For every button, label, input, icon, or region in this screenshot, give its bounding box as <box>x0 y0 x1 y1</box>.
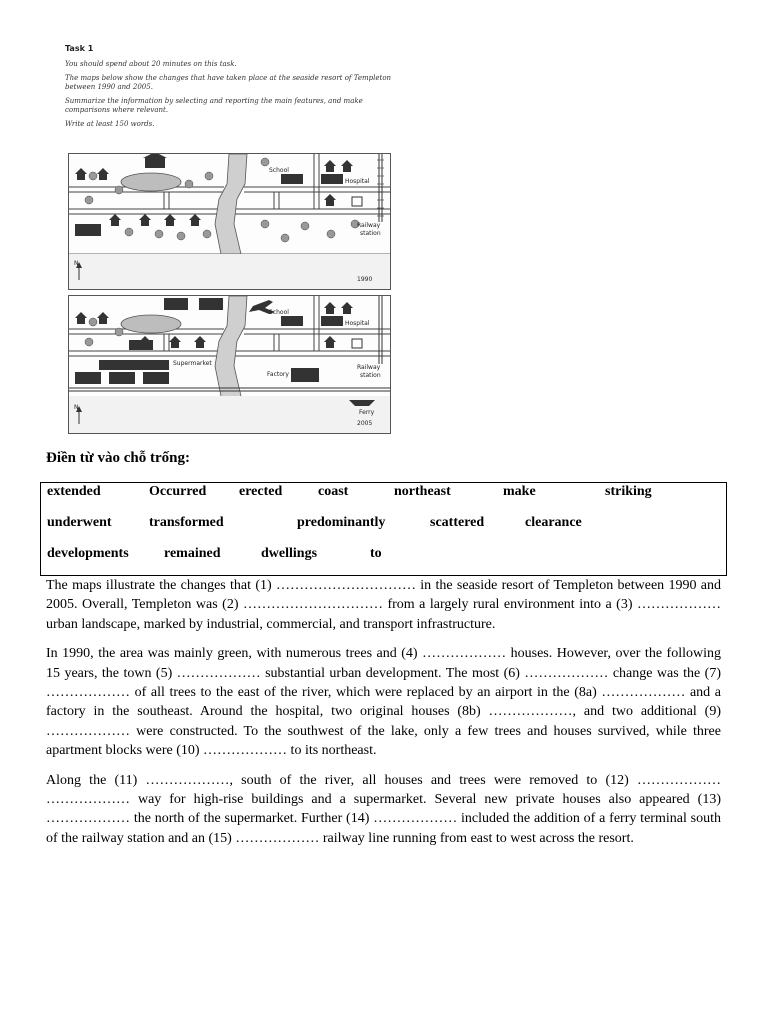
map-2005-station-label: station <box>360 372 381 379</box>
map-2005-factory-label: Factory <box>267 371 289 378</box>
task-word-count: Write at least 150 words. <box>65 120 155 128</box>
map-2005-year: 2005 <box>357 420 373 427</box>
map-1990-school-label: School <box>269 167 289 174</box>
passage-paragraph-3: Along the (11) ………………, south of the river, all houses and trees were removed to (12) ……………… ……………… way for high-rise buildings and a supermarket. Several new private houses also appeared (13) ……………… the north of the supermarket. Further (14) ……………… included the addition of a ferry terminal south of the railway station and an (15) ……………… railway line running from east to west across the resort. <box>46 772 721 846</box>
task-card <box>65 44 392 144</box>
word-bank-item: clearance <box>525 515 582 530</box>
map-1990-year: 1990 <box>357 276 373 283</box>
task-heading: Task 1 <box>65 44 94 53</box>
passage <box>46 576 721 858</box>
task-instruction: The maps below show the changes that have taken place at the seaside resort of Templeton between 1990 and 2005. <box>65 74 392 91</box>
word-bank-item: scattered <box>430 515 485 530</box>
word-bank-item: Occurred <box>149 484 207 499</box>
map-1990-railway-label: Railway <box>357 222 381 229</box>
word-bank-item: dwellings <box>261 546 318 561</box>
task-time-note: You should spend about 20 minutes on this task. <box>65 60 237 68</box>
task-summary-instruction: Summarize the information by selecting and reporting the main features, and make comparisons where relevant. <box>65 97 363 114</box>
word-bank <box>40 482 727 576</box>
passage-paragraph-2: In 1990, the area was mainly green, with numerous trees and (4) ……………… houses. However, over the following 15 years, the town (5) ……………… substantial urban development. The most (6) ……………… change was the (7) ……………… of all trees to the east of the river, which were replaced by an airport in the (8a) ……………… and a factory in the southeast. Around the hospital, two original houses (8b) ………………, and two additional (9) ……………… were constructed. To the southwest of the lake, only a few trees and houses survived, while three apartment blocks were (10) ……………… to its northeast. <box>46 646 721 759</box>
word-bank-item: transformed <box>149 515 224 530</box>
word-bank-item: striking <box>605 484 652 499</box>
map-1990-drawing <box>69 154 390 289</box>
map-2005-supermarket-label: Supermarket <box>173 360 212 367</box>
map-2005-drawing <box>69 296 390 433</box>
word-bank-item: extended <box>47 484 101 499</box>
word-bank-item: remained <box>164 546 221 561</box>
map-1990 <box>68 153 391 290</box>
word-bank-item: coast <box>318 484 349 499</box>
map-2005-school-label: School <box>269 309 289 316</box>
map-2005-ferry-label: Ferry <box>359 409 375 416</box>
map-2005-hospital-label: Hospital <box>345 320 370 327</box>
word-bank-item: to <box>370 546 382 561</box>
passage-paragraph-1: The maps illustrate the changes that (1) ………………………… in the seaside resort of Templeton between 1990 and 2005. Overall, Templeton was (2) ………………………… from a largely rural environment into a (3) ……………… urban landscape, marked by industrial, commercial, and transport infrastructure. <box>46 578 721 632</box>
word-bank-item: developments <box>47 546 129 561</box>
map-1990-hospital-label: Hospital <box>345 178 370 185</box>
map-1990-station-label: station <box>360 230 381 237</box>
exercise-title: Điền từ vào chỗ trống: <box>46 450 190 466</box>
map-1990-north-label: N <box>74 260 79 267</box>
word-bank-item: make <box>503 484 536 499</box>
word-bank-item: northeast <box>394 484 451 499</box>
word-bank-item: predominantly <box>297 515 386 530</box>
map-2005-north-label: N <box>74 404 79 411</box>
word-bank-item: underwent <box>47 515 112 530</box>
word-bank-item: erected <box>239 484 283 499</box>
map-2005-railway-label: Railway <box>357 364 381 371</box>
map-2005 <box>68 295 391 434</box>
